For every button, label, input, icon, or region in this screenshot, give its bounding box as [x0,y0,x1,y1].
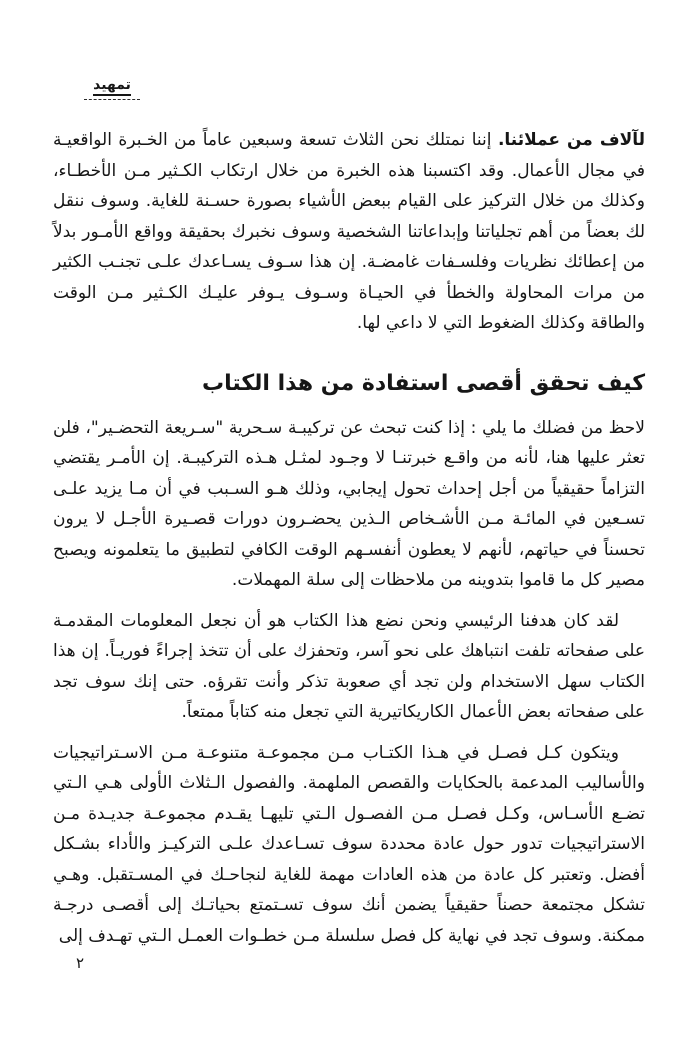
paragraph-2: لاحظ من فضلك ما يلي : إذا كنت تبحث عن تركيبـة سـحرية "سـريعة التحضـير"، فلن تعثر عليها هنا، لأنه من واقـع خبرتنـا لا وجـود لمثـل هـذه التركيبـة. إن الأمـر يقتضي التزاماً حقيقياً من أجل إحداث تحول إيجابي، وذلك هـو السـبب في أن مـا يزيد علـى تسـعين في المائـة مـن الأشـخاص الـذين يحضـرون دورات قصـيرة الأجـل لا يرون تحسناً في حياتهم، لأنهم لا يعطون أنفسـهم الوقت الكافي لتطبيق ما يتعلمونه ويصبح مصير كل ما قاموا بتدوينه من ملاحظات إلى سلة المهملات. [53,417,645,591]
header-rule [84,99,140,100]
paragraph-1-bold-lead: لآلاف من عملائنا. [497,130,645,150]
page-body [53,125,645,961]
section-heading: كيف تحقق أقصى استفادة من هذا الكتاب [202,370,645,396]
running-header [84,74,140,100]
page-number: ٢ [76,954,85,972]
paragraph-1-text: إننا نمتلك نحن الثلاث تسعة وسبعين عاماً من الخـبرة الواقعيـة في مجال الأعمال. وقد اكتسبنا هذه الخبرة من خلال ارتكاب الكـثير مـن الأخطـاء، وكذلك من خلال التركيز على القيام ببعض الأشياء بصورة حسـنة للغاية. وسوف ننقل لك بعضاً من أهم تجلياتنا وإبداعاتنا الشخصية وسوف نخبرك بحقيقة وواقع الأمـور بدلاً من إعطائك نظريات وفلسـفات غامضـة. إن هذا سـوف يسـاعدك علـى تجنـب الكثير من مرات المحاولة والخطأ في الحيـاة وسـوف يـوفر عليـك الكـثير مـن الوقت والطاقة وكذلك الضغوط التي لا داعي لها. [53,130,645,333]
paragraph-1 [53,125,645,339]
paragraph-4: ويتكون كـل فصـل في هـذا الكتـاب مـن مجموعـة متنوعـة مـن الاسـتراتيجيات والأساليب المدعمة بالحكايات والقصص الملهمة. والفصول الـثلاث الأولى هـي الـتي تضـع الأسـاس، وكـل فصـل مـن الفصـول الـتي تليهـا يقـدم مجموعـة جديـدة مـن الاستراتيجيات تدور حول عادة محددة سوف تسـاعدك علـى التركيـز والأداء بشـكل أفضل. وتعتبر كل عادة من هذه العادات مهمة للغاية لنجاحـك في المسـتقبل. وهـي تشكل مجتمعة حصناً حقيقياً يضمن أنك سوف تسـتمتع بحياتـك إلى أقصـى درجـة ممكنة. وسوف تجد في نهاية كل فصل سلسلة مـن خطـوات العمـل الـتي تهـدف إلى [53,742,645,946]
paragraph-3: لقد كان هدفنا الرئيسي ونحن نضع هذا الكتاب هو أن نجعل المعلومات المقدمـة على صفحاته تلفت انتباهك على نحو آسر، وتحفزك على أن تتخذ إجراءً فوريـاً. إن هذا الكتاب سهل الاستخدام ولن تجد أي صعوبة تذكر وأنت تقرؤه. حتى إنك سوف تجد على صفحاته بعض الأعمال الكاريكاتيرية التي تجعل منه كتاباً ممتعاً. [53,610,645,723]
running-header-label: تمهيد [93,78,131,96]
